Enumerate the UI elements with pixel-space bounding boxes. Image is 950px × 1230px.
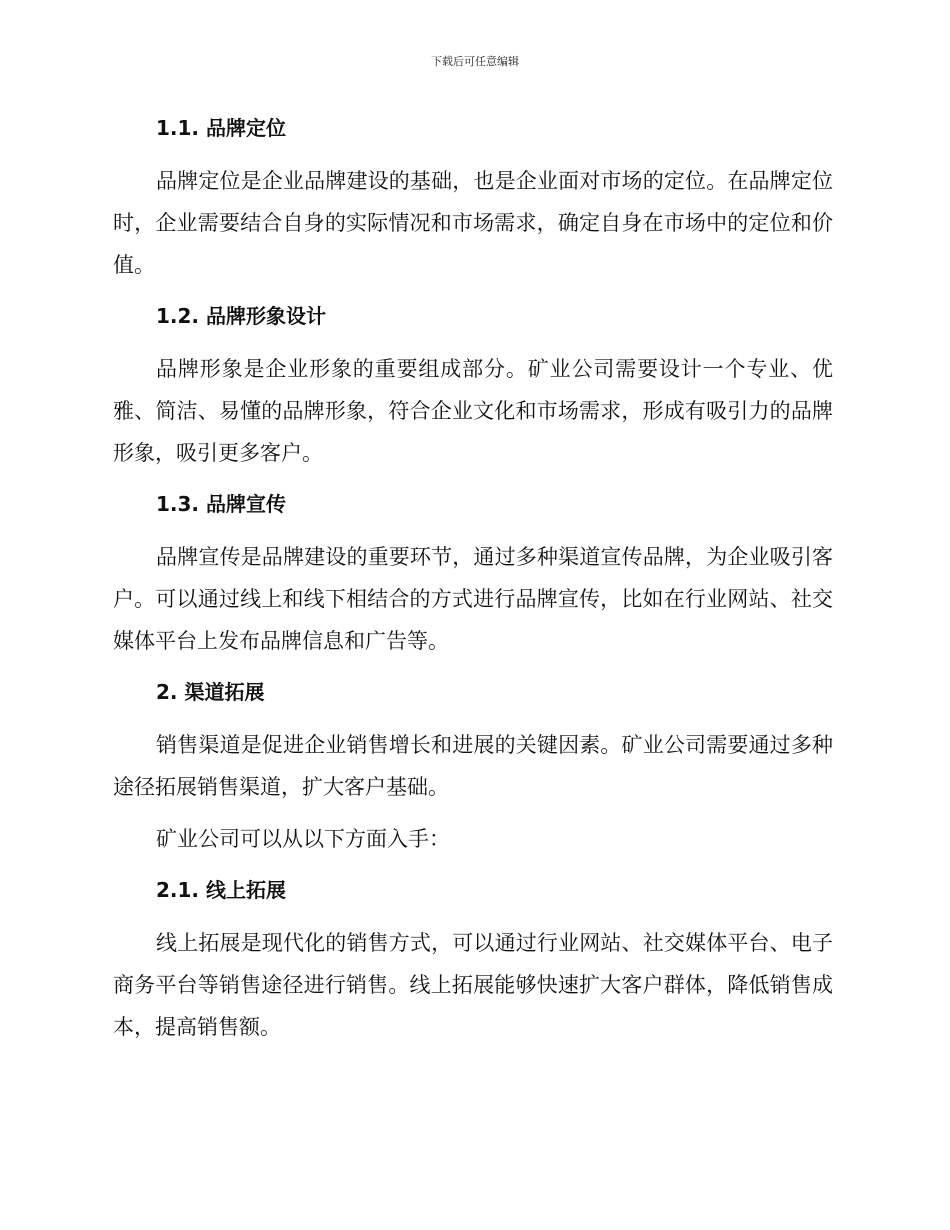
- paragraph: 品牌宣传是品牌建设的重要环节，通过多种渠道宣传品牌，为企业吸引客户。可以通过线上和线下相结合的方式进行品牌宣传，比如在行业网站、社交媒体平台上发布品牌信息和广告等。: [113, 545, 833, 653]
- page-header: 下载后可任意编辑: [431, 55, 519, 68]
- paragraph: 销售渠道是促进企业销售增长和进展的关键因素。矿业公司需要通过多种途径拓展销售渠道，扩大客户基础。: [113, 733, 833, 799]
- document-body: [113, 108, 833, 1048]
- paragraph: 线上拓展是现代化的销售方式，可以通过行业网站、社交媒体平台、电子商务平台等销售途径进行销售。线上拓展能够快速扩大客户群体，降低销售成本，提高销售额。: [113, 931, 833, 1039]
- section-heading: 2. 渠道拓展: [156, 680, 265, 704]
- paragraph: 品牌形象是企业形象的重要组成部分。矿业公司需要设计一个专业、优雅、简洁、易懂的品牌形象，符合企业文化和市场需求，形成有吸引力的品牌形象，吸引更多客户。: [113, 357, 833, 465]
- section-heading: 2.1. 线上拓展: [156, 878, 286, 902]
- paragraph: 品牌定位是企业品牌建设的基础，也是企业面对市场的定位。在品牌定位时，企业需要结合自身的实际情况和市场需求，确定自身在市场中的定位和价值。: [113, 169, 833, 277]
- section-heading: 1.2. 品牌形象设计: [156, 304, 326, 328]
- paragraph: 矿业公司可以从以下方面入手：: [156, 827, 450, 851]
- section-heading: 1.1. 品牌定位: [156, 116, 286, 140]
- section-heading: 1.3. 品牌宣传: [156, 492, 286, 516]
